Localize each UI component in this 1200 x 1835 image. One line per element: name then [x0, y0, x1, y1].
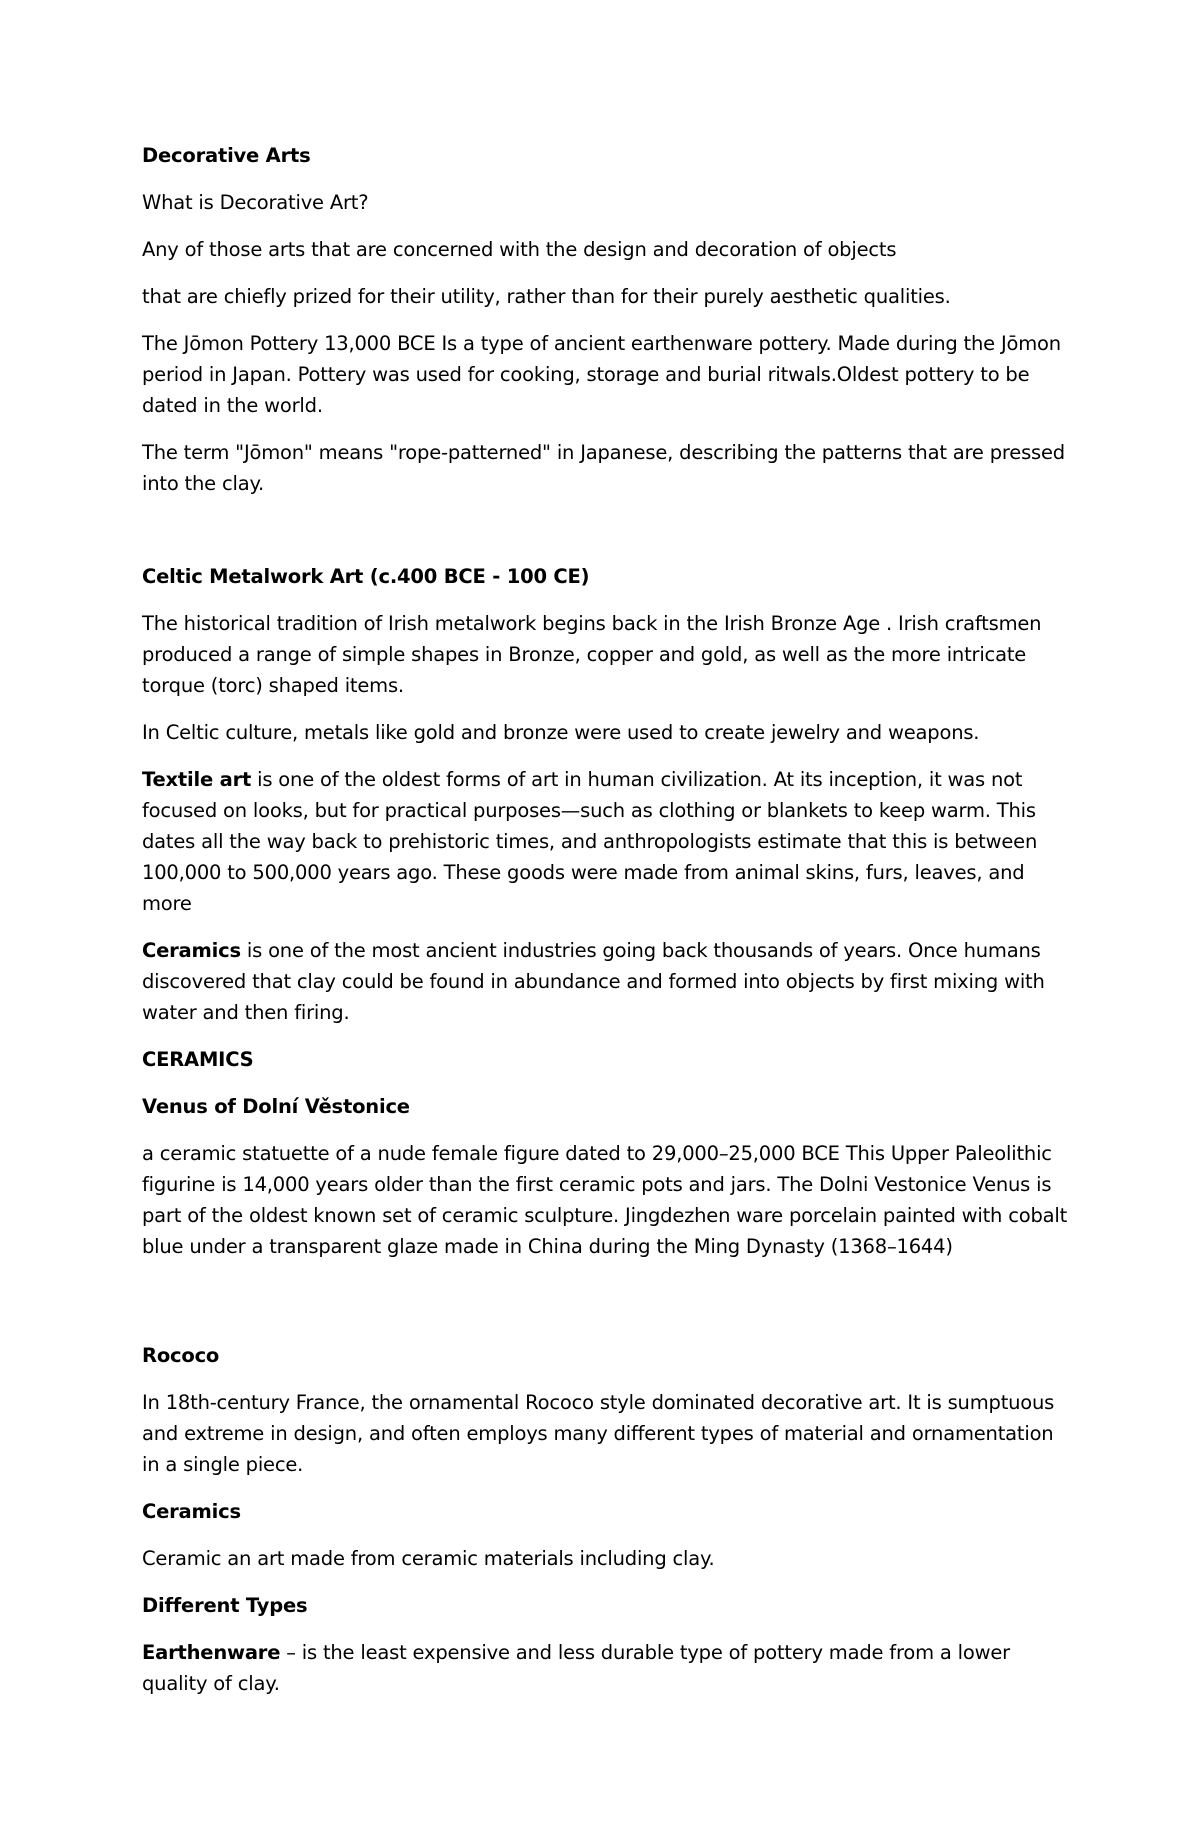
ceramics-text: is one of the most ancient industries going back thousands of years. Once humans discovered that clay could be found in abundance and formed into objects by first mixing with water and then firing.: [142, 939, 1045, 1024]
heading-celtic-metalwork: Celtic Metalwork Art (c.400 BCE - 100 CE): [142, 565, 590, 588]
heading-ceramics-caps: CERAMICS: [142, 1048, 254, 1071]
venus-paragraph: a ceramic statuette of a nude female figure dated to 29,000–25,000 BCE This Upper Paleolithic figurine is 14,000 years older than the first ceramic pots and jars. The Dolni Vestonice Venus is part of the oldest known set of ceramic sculpture. Jingdezhen ware porcelain painted with cobalt blue under a transparent glaze made in China during the Ming Dynasty (1368–1644): [142, 1142, 1068, 1258]
definition-line-2: that are chiefly prized for their utility, rather than for their purely aesthetic qualities.: [142, 285, 951, 308]
earthenware-term: Earthenware: [142, 1641, 281, 1664]
earthenware-text: – is the least expensive and less durable type of pottery made from a lower quality of clay.: [142, 1641, 1010, 1695]
heading-rococo: Rococo: [142, 1344, 220, 1367]
jomon-paragraph: The Jōmon Pottery 13,000 BCE Is a type of ancient earthenware pottery. Made during the Jōmon period in Japan. Pottery was used for cooking, storage and burial ritwals.Oldest pottery to be dated in the world.: [142, 332, 1061, 417]
heading-different-types: Different Types: [142, 1594, 308, 1617]
definition-line-1: Any of those arts that are concerned with the design and decoration of objects: [142, 238, 897, 261]
earthenware-paragraph: [142, 1637, 1072, 1699]
question-text: What is Decorative Art?: [142, 191, 369, 214]
heading-venus: Venus of Dolní Věstonice: [142, 1095, 410, 1118]
celtic-paragraph: The historical tradition of Irish metalwork begins back in the Irish Bronze Age . Irish craftsmen produced a range of simple shapes in Bronze, copper and gold, as well as the more intricate torque (torc) shaped items.: [142, 612, 1042, 697]
heading-decorative-arts: Decorative Arts: [142, 144, 311, 167]
textile-text: is one of the oldest forms of art in human civilization. At its inception, it was not focused on looks, but for practical purposes—such as clothing or blankets to keep warm. This dates all the way back to prehistoric times, and anthropologists estimate that this is between 100,000 to 500,000 years ago. These goods were made from animal skins, furs, leaves, and more: [142, 768, 1038, 915]
rococo-paragraph: In 18th-century France, the ornamental Rococo style dominated decorative art. It is sumptuous and extreme in design, and often employs many different types of material and ornamentation in a single piece.: [142, 1391, 1055, 1476]
heading-ceramics: Ceramics: [142, 1500, 241, 1523]
ceramic-definition: Ceramic an art made from ceramic materials including clay.: [142, 1547, 715, 1570]
jomon-term-paragraph: The term "Jōmon" means "rope-patterned" in Japanese, describing the patterns that are pressed into the clay.: [142, 441, 1065, 495]
ceramics-term: Ceramics: [142, 939, 241, 962]
textile-paragraph: [142, 764, 1072, 919]
celtic-culture-paragraph: In Celtic culture, metals like gold and bronze were used to create jewelry and weapons.: [142, 721, 980, 744]
document-body: [142, 140, 1072, 1715]
textile-term: Textile art: [142, 768, 252, 791]
ceramics-paragraph: [142, 935, 1072, 1028]
